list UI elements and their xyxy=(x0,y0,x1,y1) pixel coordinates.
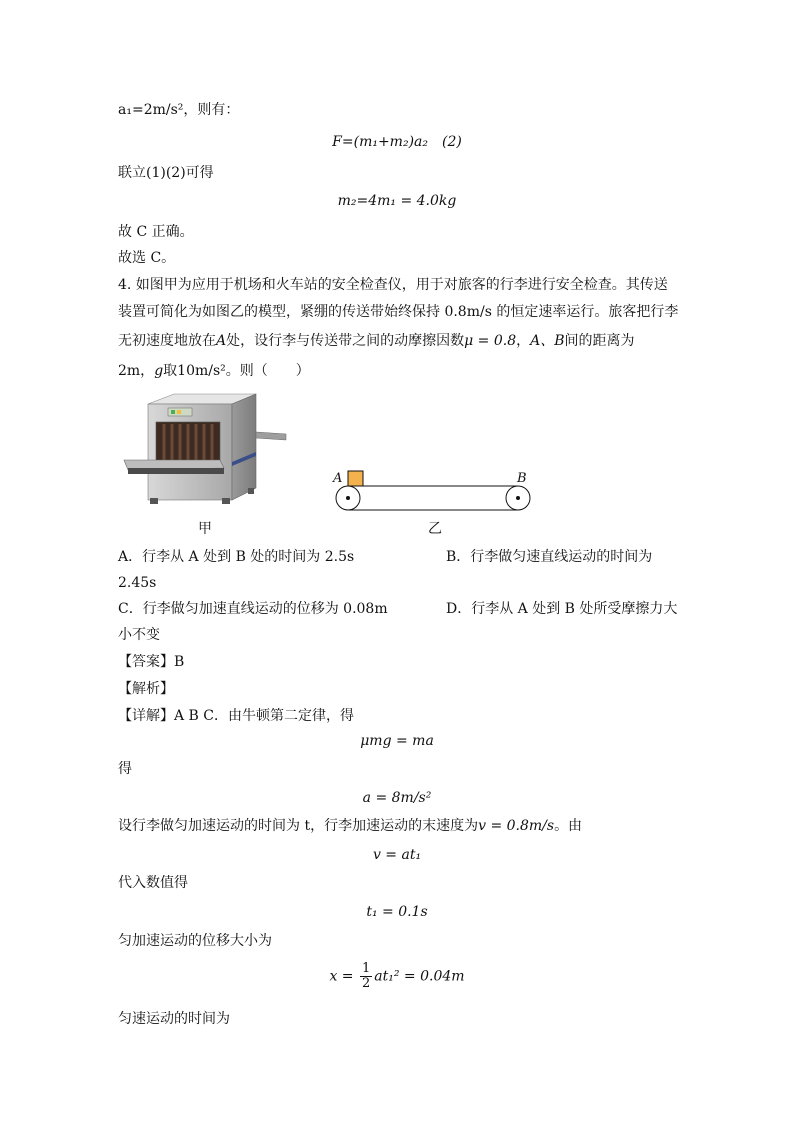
analysis-heading: 【解析】 xyxy=(118,681,174,697)
equation-time: t₁ = 0.1s xyxy=(366,904,428,920)
label-B: B xyxy=(517,471,527,486)
option-b: B．行李做匀速直线运动的时间为 xyxy=(446,549,653,565)
equation-friction: μmg = ma xyxy=(360,733,434,749)
text-line-1: a₁=2m/s²，则有： xyxy=(118,102,240,118)
answer: 【答案】B xyxy=(118,654,185,670)
option-d: D．行李从 A 处到 B 处所受摩擦力大 xyxy=(446,601,678,617)
text-de: 得 xyxy=(118,761,132,777)
detail-line: 【详解】A B C．由牛顿第二定律，得 xyxy=(118,708,355,724)
text-line-5: 故 C 正确。 xyxy=(118,224,194,240)
text-uniform-time: 匀速运动的时间为 xyxy=(118,1011,230,1027)
fraction-half: $\frac{1}{2}$ xyxy=(361,961,371,991)
formula-a1: a₁=2m/s² xyxy=(118,102,184,118)
caption-jia: 甲 xyxy=(198,521,212,537)
caption-yi: 乙 xyxy=(428,521,442,537)
option-b-cont: 2.45s xyxy=(118,575,157,591)
question-line-2: 装置可简化为如图乙的模型，紧绷的传送带始终保持 0.8m/s 的恒定速率运行。旅客把行李 xyxy=(118,304,679,320)
option-d-cont: 小不变 xyxy=(118,627,160,643)
label-A: A xyxy=(333,471,343,486)
question-line-1: 4. 如图甲为应用于机场和火车站的安全检查仪，用于对旅客的行李进行安全检查。其传送 xyxy=(118,277,668,293)
text-displacement: 匀加速运动的位移大小为 xyxy=(118,933,272,949)
formula-3: m₂=4m₁ = 4.0kg xyxy=(337,193,457,209)
text-set-t: 设行李做匀加速运动的时间为 t，行李加速运动的末速度为v = 0.8m/s。由 xyxy=(118,818,583,834)
equation-displacement: x = $\frac{1}{2}$ at₁² = 0.04m xyxy=(329,961,465,991)
option-a: A．行李从 A 处到 B 处的时间为 2.5s xyxy=(118,549,355,565)
equation-acceleration: a = 8m/s² xyxy=(362,790,432,806)
luggage-box xyxy=(348,471,363,486)
question-line-3: 无初速度地放在A处，设行李与传送带之间的动摩擦因数μ = 0.8，A、B间的距离为 xyxy=(118,333,635,349)
text-substitute: 代入数值得 xyxy=(118,875,188,891)
text-line-6: 故选 C。 xyxy=(118,250,176,266)
equation-velocity: v = at₁ xyxy=(372,847,422,863)
formula-2: F=(m₁+m₂)a₂ (2) xyxy=(332,134,462,150)
security-scanner-image xyxy=(120,392,290,514)
conveyor-model-diagram xyxy=(330,464,540,516)
text-line-3: 联立(1)(2)可得 xyxy=(118,165,214,181)
question-line-4: 2m，g取10m/s²。则（ ） xyxy=(118,363,310,379)
mu-formula: μ = 0.8 xyxy=(464,333,517,349)
option-c: C．行李做匀加速直线运动的位移为 0.08m xyxy=(118,601,388,617)
